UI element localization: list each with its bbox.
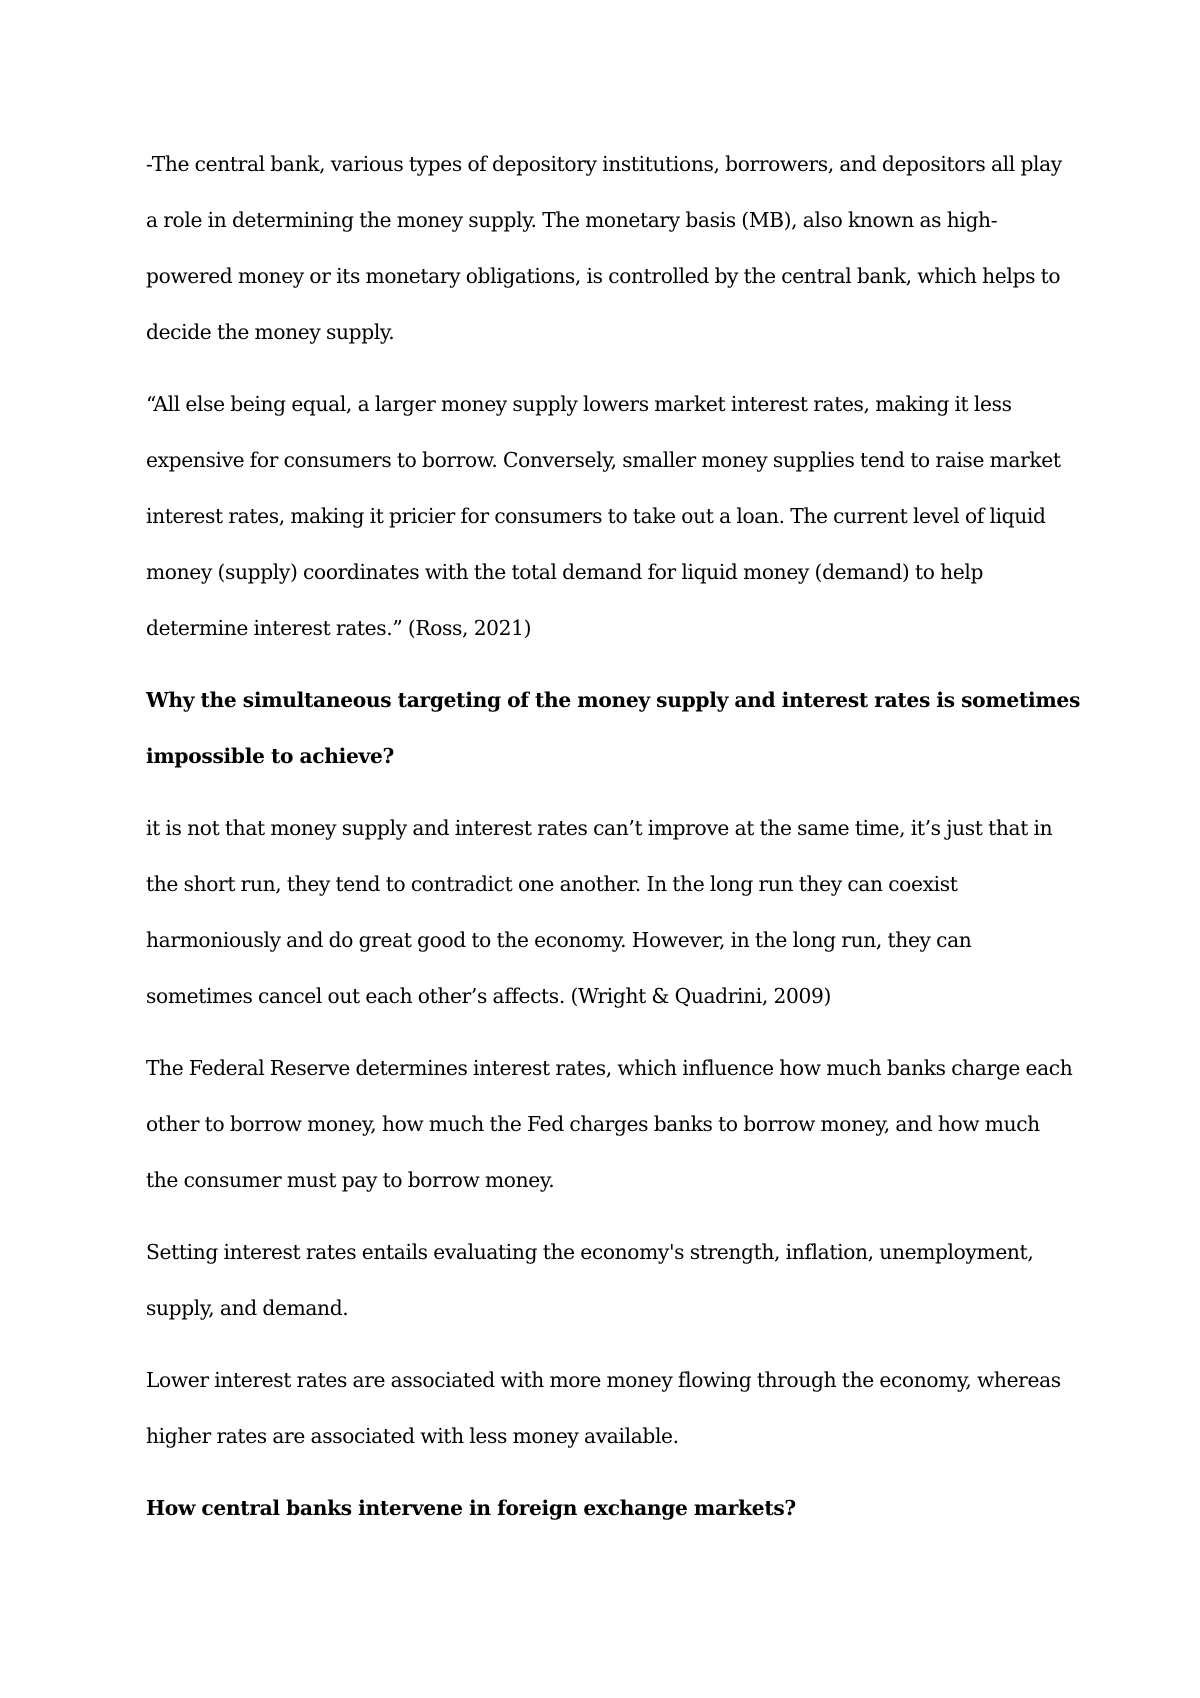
text-line: supply, and demand.: [146, 1296, 349, 1320]
heading-line: impossible to achieve?: [146, 744, 395, 768]
paragraph-setting-interest-rates: [146, 1224, 1066, 1336]
paragraph-federal-reserve: [146, 1040, 1073, 1208]
text-line: “All else being equal, a larger money supply lowers market interest rates, making it less: [146, 392, 1012, 416]
paragraph-ross-quote: [146, 376, 1066, 656]
text-line: Lower interest rates are associated with more money flowing through the economy, whereas: [146, 1368, 1061, 1392]
text-line: expensive for consumers to borrow. Conversely, smaller money supplies tend to raise market: [146, 448, 1061, 472]
text-line: the short run, they tend to contradict one another. In the long run they can coexist: [146, 872, 958, 896]
heading-simultaneous-targeting: [146, 672, 1081, 784]
heading-line: Why the simultaneous targeting of the money supply and interest rates is sometimes: [146, 688, 1081, 712]
text-line: The Federal Reserve determines interest rates, which influence how much banks charge each: [146, 1056, 1073, 1080]
text-line: powered money or its monetary obligations, is controlled by the central bank, which helps to: [146, 264, 1061, 288]
paragraph-lower-interest-rates: [146, 1352, 1066, 1464]
text-line: -The central bank, various types of depository institutions, borrowers, and depositors all play: [146, 152, 1062, 176]
paragraph-short-run-long-run: [146, 800, 1066, 1024]
text-line: higher rates are associated with less money available.: [146, 1424, 679, 1448]
paragraph-money-supply-determinants: [146, 136, 1066, 360]
text-line: decide the money supply.: [146, 320, 395, 344]
text-line: it is not that money supply and interest rates can’t improve at the same time, it’s just that in: [146, 816, 1053, 840]
text-line: determine interest rates.” (Ross, 2021): [146, 616, 532, 640]
text-line: harmoniously and do great good to the economy. However, in the long run, they can: [146, 928, 972, 952]
text-line: interest rates, making it pricier for consumers to take out a loan. The current level of liquid: [146, 504, 1046, 528]
document-body: [146, 136, 1081, 1552]
text-line: Setting interest rates entails evaluating the economy's strength, inflation, unemployment,: [146, 1240, 1034, 1264]
heading-central-banks-intervene: [146, 1480, 1066, 1536]
text-line: other to borrow money, how much the Fed charges banks to borrow money, and how much: [146, 1112, 1040, 1136]
text-line: a role in determining the money supply. The monetary basis (MB), also known as high-: [146, 208, 998, 232]
heading-line: How central banks intervene in foreign exchange markets?: [146, 1496, 796, 1520]
text-line: the consumer must pay to borrow money.: [146, 1168, 555, 1192]
text-line: sometimes cancel out each other’s affects. (Wright & Quadrini, 2009): [146, 984, 832, 1008]
text-line: money (supply) coordinates with the total demand for liquid money (demand) to help: [146, 560, 984, 584]
